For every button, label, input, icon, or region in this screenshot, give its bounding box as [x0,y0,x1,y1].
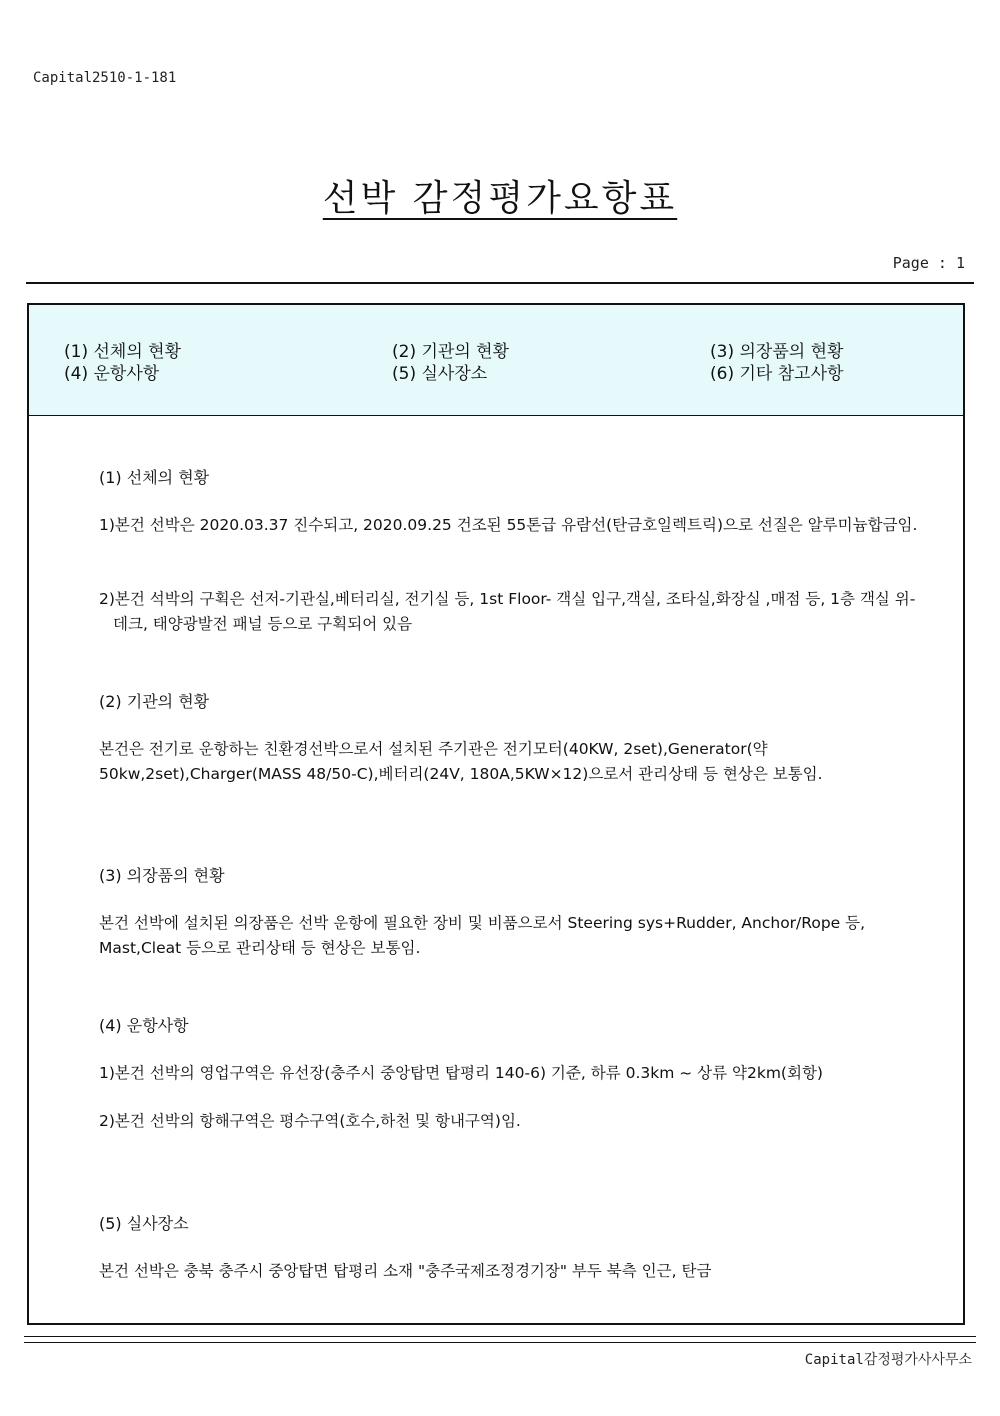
page-number: Page : 1 [892,254,965,272]
toc-item-other-notes: (6) 기타 참고사항 [710,364,844,384]
table-of-contents [29,305,963,416]
section-heading-engine: (2) 기관의 현황 [99,692,210,711]
content-frame [27,303,965,1325]
hull-paragraph-1: 1)본건 선박은 2020.03.37 진수되고, 2020.09.25 건조된 55톤급 유람선(탄금호일렉트릭)으로 선질은 알루미늄합금임. [99,516,918,534]
toc-item-inspection-site: (5) 실사장소 [392,364,488,384]
section-heading-hull: (1) 선체의 현황 [99,468,210,487]
toc-item-hull: (1) 선체의 현황 [64,342,181,362]
section-heading-operation: (4) 운항사항 [99,1016,189,1035]
page-title: 선박 감정평가요항표 [322,178,678,219]
top-divider [26,282,974,284]
section-heading-inspection-site: (5) 실사장소 [99,1214,189,1233]
document-id: Capital2510-1-181 [33,70,177,86]
toc-item-operation: (4) 운항사항 [64,364,160,384]
section-heading-equipment: (3) 의장품의 현황 [99,866,225,885]
inspection-site-paragraph: 본건 선박은 충북 충주시 중앙탑면 탑평리 소재 "충주국제조정경기장" 부두 북측 인근, 탄금 [99,1262,712,1280]
bottom-divider-double [24,1342,976,1343]
operation-paragraph-1: 1)본건 선박의 영업구역은 유선장(충주시 중앙탑면 탑평리 140-6) 기준, 하류 0.3km ~ 상류 약2km(회항) [99,1064,823,1082]
bottom-divider [24,1336,976,1337]
equipment-paragraph: 본건 선박에 설치된 의장품은 선박 운항에 필요한 장비 및 비품으로서 Steering sys+Rudder, Anchor/Rope 등, Mast,Cleat 등으로 관리상태 등 현상은 보통임. [99,914,866,957]
footer-office-name: Capital감정평가사사무소 [804,1352,972,1368]
hull-paragraph-2: 2)본건 석박의 구획은 선저-기관실,베터리실, 전기실 등, 1st Floor- 객실 입구,객실, 조타실,화장실 ,매점 등, 1층 객실 위-데크, 태양광발전 패널 등으로 구획되어 있음 [99,590,916,633]
operation-paragraph-2: 2)본건 선박의 항해구역은 평수구역(호수,하천 및 항내구역)임. [99,1112,521,1130]
toc-item-equipment: (3) 의장품의 현황 [710,342,844,362]
toc-item-engine: (2) 기관의 현황 [392,342,509,362]
engine-paragraph: 본건은 전기로 운항하는 친환경선박으로서 설치된 주기관은 전기모터(40KW, 2set),Generator(약50kw,2set),Charger(MASS 48/50-C),베터리(24V, 180A,5KW×12)으로서 관리상태 등 현상은 보통임. [99,740,823,783]
